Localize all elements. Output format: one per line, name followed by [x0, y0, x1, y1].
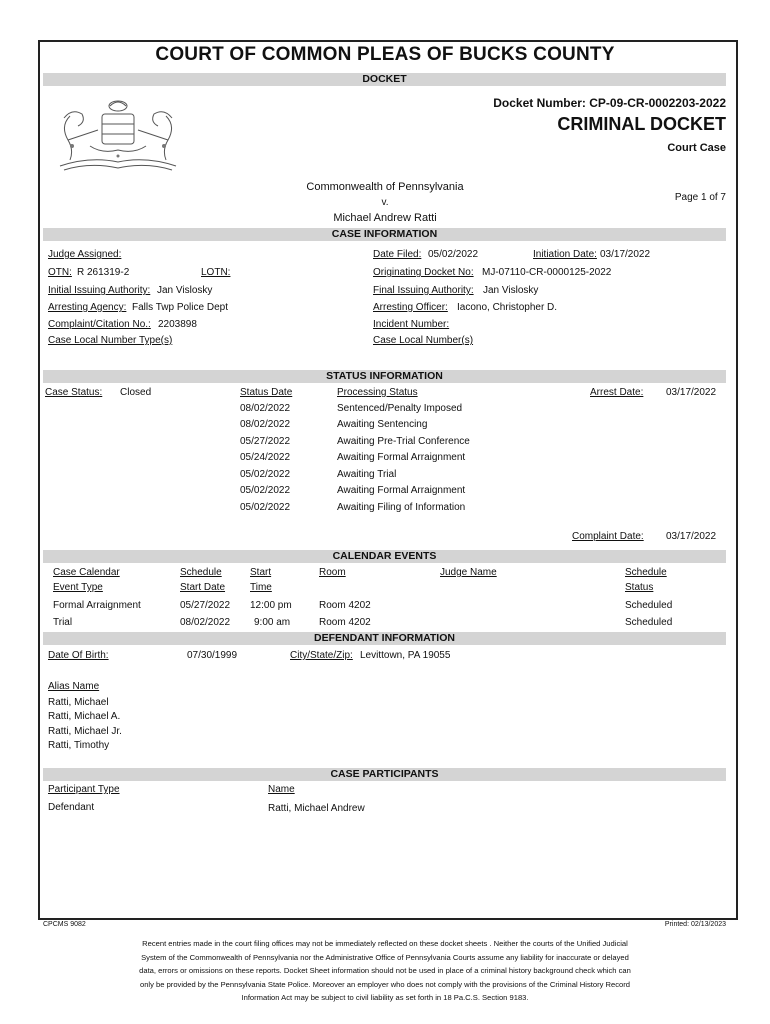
- otn-value: R 261319-2: [77, 267, 130, 278]
- printed-date: Printed: 02/13/2023: [664, 921, 726, 928]
- arrest-date-label: Arrest Date:: [590, 387, 644, 398]
- col-schedule: Schedule: [180, 567, 222, 578]
- arrest-date-value: 03/17/2022: [666, 387, 717, 398]
- status-information-bar: STATUS INFORMATION: [43, 370, 726, 383]
- initiation-date-label: Initiation Date:: [533, 249, 597, 260]
- complaint-no-label: Complaint/Citation No.:: [48, 319, 151, 330]
- calendar-start-time: 12:00 pm: [250, 600, 292, 611]
- processing-status: Awaiting Sentencing: [337, 419, 428, 430]
- originating-docket-value: MJ-07110-CR-0000125-2022: [482, 267, 612, 278]
- calendar-room: Room 4202: [319, 600, 371, 611]
- calendar-events-bar: CALENDAR EVENTS: [43, 550, 726, 563]
- complaint-date-label: Complaint Date:: [572, 531, 644, 542]
- docket-bar: DOCKET: [43, 73, 726, 86]
- arresting-officer-value: Iacono, Christopher D.: [457, 302, 558, 313]
- otn-label: OTN:: [48, 267, 72, 278]
- alias-name-header: Alias Name: [48, 681, 100, 692]
- processing-status: Awaiting Formal Arraignment: [337, 452, 466, 463]
- col-time: Time: [250, 582, 272, 593]
- caption-line-1: Commonwealth of Pennsylvania: [306, 181, 464, 193]
- col-room: Room: [319, 567, 346, 578]
- participant-type: Defendant: [48, 802, 95, 813]
- incident-number-label: Incident Number:: [373, 319, 450, 330]
- local-number-type-label: Case Local Number Type(s): [48, 335, 173, 346]
- col-judge-name: Judge Name: [440, 567, 497, 578]
- initiation-date-value: 03/17/2022: [600, 249, 651, 260]
- disclaimer-line: System of the Commonwealth of Pennsylvania nor the Administrative Office of Pennsylvania Courts assume any liability for inaccurate or delayed: [141, 952, 629, 962]
- col-schedule-status: Status: [625, 582, 654, 593]
- form-code: CPCMS 9082: [43, 921, 86, 928]
- arresting-officer-label: Arresting Officer:: [373, 302, 448, 313]
- alias-name: Ratti, Michael Jr.: [48, 726, 122, 737]
- col-case-calendar: Case Calendar: [53, 567, 120, 578]
- dob-value: 07/30/1999: [187, 650, 238, 661]
- local-numbers-label: Case Local Number(s): [373, 335, 474, 346]
- calendar-schedule-status: Scheduled: [625, 600, 673, 611]
- status-date: 05/02/2022: [240, 502, 291, 513]
- pennsylvania-seal-icon: [50, 96, 186, 176]
- final-authority-label: Final Issuing Authority:: [373, 285, 474, 296]
- status-date: 05/02/2022: [240, 469, 291, 480]
- caption-line-2: v.: [381, 197, 389, 208]
- calendar-start-date: 08/02/2022: [180, 617, 231, 628]
- calendar-start-time: 9:00 am: [254, 617, 291, 628]
- date-filed-value: 05/02/2022: [428, 249, 479, 260]
- city-state-zip-label: City/State/Zip:: [290, 650, 353, 661]
- court-title: COURT OF COMMON PLEAS OF BUCKS COUNTY: [155, 44, 615, 65]
- calendar-schedule-status: Scheduled: [625, 617, 673, 628]
- status-date: 08/02/2022: [240, 403, 291, 414]
- dob-label: Date Of Birth:: [48, 650, 109, 661]
- alias-name: Ratti, Timothy: [48, 740, 110, 751]
- status-date: 08/02/2022: [240, 419, 291, 430]
- docket-type-title: CRIMINAL DOCKET: [557, 114, 726, 134]
- status-date: 05/02/2022: [240, 485, 291, 496]
- initial-authority-value: Jan Vislosky: [157, 285, 213, 296]
- col-schedule-status-top: Schedule: [625, 567, 667, 578]
- calendar-event-type: Formal Arraignment: [53, 600, 141, 611]
- disclaimer-line: data, errors or omissions on these reports. Docket Sheet information should not be used in place of a criminal history background check which can: [139, 966, 631, 975]
- case-information-bar: CASE INFORMATION: [43, 228, 726, 241]
- docket-number: Docket Number: CP-09-CR-0002203-2022: [493, 96, 726, 110]
- city-state-zip-value: Levittown, PA 19055: [360, 650, 451, 661]
- alias-name: Ratti, Michael: [48, 697, 109, 708]
- participant-name-header: Name: [268, 784, 295, 795]
- case-status-value: Closed: [120, 387, 152, 398]
- status-date: 05/24/2022: [240, 452, 291, 463]
- case-kind: Court Case: [667, 142, 726, 154]
- processing-status: Sentenced/Penalty Imposed: [337, 403, 463, 414]
- col-event-type: Event Type: [53, 582, 103, 593]
- originating-docket-label: Originating Docket No:: [373, 267, 474, 278]
- participant-name: Ratti, Michael Andrew: [268, 803, 365, 814]
- col-start: Start: [250, 567, 272, 578]
- processing-status: Awaiting Filing of Information: [337, 502, 466, 513]
- disclaimer: [78, 937, 692, 1005]
- final-authority-value: Jan Vislosky: [483, 285, 539, 296]
- case-status-label: Case Status:: [45, 387, 103, 398]
- calendar-event-type: Trial: [53, 617, 73, 628]
- complaint-date-value: 03/17/2022: [666, 531, 717, 542]
- caption-line-3: Michael Andrew Ratti: [333, 212, 437, 224]
- disclaimer-line: Information Act may be subject to civil liability as set forth in 18 Pa.C.S. Section 9183.: [241, 993, 529, 1002]
- processing-status: Awaiting Trial: [337, 469, 397, 480]
- page-number: Page 1 of 7: [674, 192, 726, 203]
- complaint-no-value: 2203898: [158, 319, 197, 330]
- processing-status: Awaiting Formal Arraignment: [337, 485, 466, 496]
- judge-assigned-label: Judge Assigned:: [48, 249, 122, 260]
- defendant-information-bar: DEFENDANT INFORMATION: [43, 632, 726, 645]
- arresting-agency-value: Falls Twp Police Dept: [132, 302, 228, 313]
- disclaimer-line: only be provided by the Pennsylvania State Police. Moreover an employer who does not comply with the provisions of the Criminal History Record: [139, 979, 631, 989]
- status-date-header: Status Date: [240, 387, 293, 398]
- disclaimer-line: Recent entries made in the court filing offices may not be immediately reflected on these docket sheets . Neither the courts of the Unified Judicial: [142, 939, 628, 948]
- processing-status-header: Processing Status: [337, 387, 418, 398]
- col-start-date: Start Date: [180, 582, 226, 593]
- date-filed-label: Date Filed:: [373, 249, 422, 260]
- lotn-label: LOTN:: [201, 267, 231, 278]
- status-date: 05/27/2022: [240, 436, 291, 447]
- case-participants-bar: CASE PARTICIPANTS: [43, 768, 726, 781]
- processing-status: Awaiting Pre-Trial Conference: [337, 436, 470, 447]
- participant-type-header: Participant Type: [48, 784, 120, 795]
- calendar-start-date: 05/27/2022: [180, 600, 231, 611]
- arresting-agency-label: Arresting Agency:: [48, 302, 127, 313]
- alias-name: Ratti, Michael A.: [48, 711, 121, 722]
- initial-authority-label: Initial Issuing Authority:: [48, 285, 151, 296]
- calendar-room: Room 4202: [319, 617, 371, 628]
